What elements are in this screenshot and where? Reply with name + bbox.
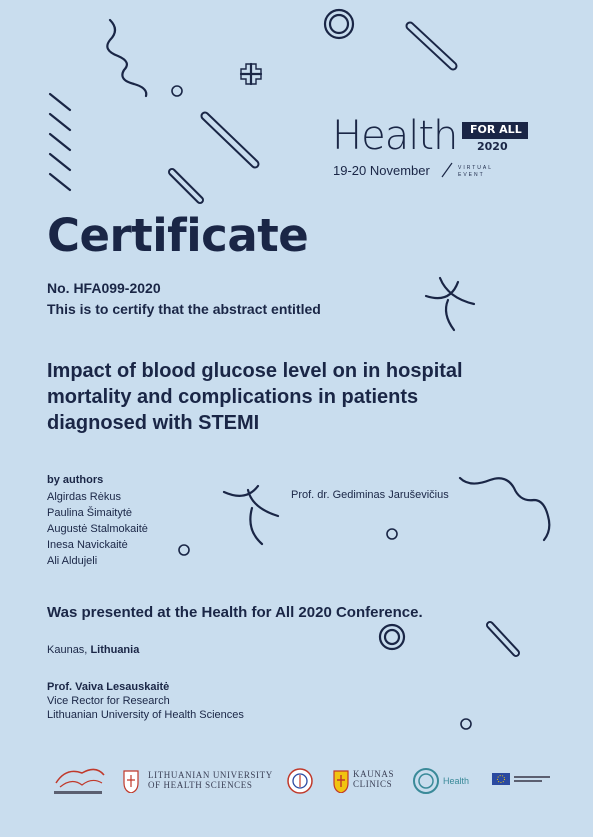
cross-curve-mid-b bbox=[248, 490, 278, 516]
slash-icon bbox=[440, 162, 454, 178]
ring-bottom-inner bbox=[385, 630, 399, 644]
brand-tag: FOR ALL bbox=[462, 122, 528, 139]
author-item: Ali Aldujeli bbox=[47, 555, 98, 567]
place-country: Lithuania bbox=[90, 644, 140, 656]
lsu-line1: LITHUANIAN UNIVERSITY bbox=[148, 770, 273, 780]
eit-health-label: Health bbox=[443, 776, 470, 786]
certificate-number: No. HFA099-2020 bbox=[47, 280, 161, 296]
lsu-logo-text bbox=[148, 770, 273, 790]
cross-curve-mid-c bbox=[250, 508, 262, 544]
dot-circle-2 bbox=[387, 529, 397, 539]
brand-event bbox=[458, 165, 498, 179]
cross-curve-mid-a bbox=[224, 486, 258, 496]
pill-diagonal-mid-inner bbox=[205, 116, 255, 164]
presentation-statement: Was presented at the Health for All 2020 Conference. bbox=[47, 604, 423, 621]
page-title: Certificate bbox=[47, 209, 309, 262]
author-item: Augustė Stalmokaitė bbox=[47, 523, 148, 535]
kaunas-clinics-text bbox=[353, 769, 394, 789]
kaunas-clinics-crest-icon bbox=[332, 769, 350, 793]
brand-year: 2020 bbox=[477, 140, 508, 153]
author-item: Paulina Šimaitytė bbox=[47, 507, 132, 519]
health-for-all-logo bbox=[332, 114, 532, 184]
pill-diagonal-small-inner bbox=[172, 172, 200, 200]
dot-circle-4 bbox=[461, 719, 471, 729]
stripe-5 bbox=[50, 174, 70, 190]
brand-event-line1: VIRTUAL bbox=[458, 165, 494, 171]
eit-health-icon bbox=[412, 767, 440, 795]
authors-list bbox=[47, 489, 148, 569]
brand-event-line2: EVENT bbox=[458, 172, 485, 178]
abstract-title: Impact of blood glucose level on in hospital mortality and complications in patients diagnosed with STEMI bbox=[47, 360, 463, 434]
stripe-4 bbox=[50, 154, 70, 170]
lsu-line2: OF HEALTH SCIENCES bbox=[148, 780, 253, 790]
certify-statement: This is to certify that the abstract entitled bbox=[47, 301, 321, 317]
place bbox=[47, 644, 139, 656]
plus-icon bbox=[241, 64, 261, 84]
signatory-name: Prof. Vaiva Lesauskaitė bbox=[47, 681, 170, 693]
brand-dates: 19-20 November bbox=[333, 163, 430, 178]
signatory-institution: Lithuanian University of Health Sciences bbox=[47, 709, 244, 721]
supervisor-name: Prof. dr. Gediminas Jaruševičius bbox=[291, 489, 449, 501]
signatory bbox=[47, 680, 244, 722]
brand-word: Health bbox=[332, 113, 458, 159]
cross-curve-c bbox=[446, 300, 454, 330]
stripe-2 bbox=[50, 114, 70, 130]
lsu-crest-icon bbox=[122, 769, 140, 793]
wave-right bbox=[460, 478, 549, 540]
kk-line1: KAUNAS bbox=[353, 769, 395, 779]
squiggle-top bbox=[107, 20, 146, 96]
place-city: Kaunas, bbox=[47, 644, 88, 656]
dot-circle-3 bbox=[179, 545, 189, 555]
pill-diagonal-bottom-inner bbox=[490, 625, 516, 653]
stripe-3 bbox=[50, 134, 70, 150]
authors-heading: by authors bbox=[47, 474, 104, 486]
pill-diagonal-right-inner bbox=[410, 26, 453, 66]
dot-circle-1 bbox=[172, 86, 182, 96]
medical-seal-icon bbox=[286, 767, 314, 795]
signatory-role: Vice Rector for Research bbox=[47, 695, 170, 707]
eu-flag-icon bbox=[492, 773, 552, 787]
footer-logos bbox=[50, 763, 570, 803]
stripe-1 bbox=[50, 94, 70, 110]
author-item: Algirdas Rėkus bbox=[47, 491, 121, 503]
ring-top-right-inner bbox=[330, 15, 348, 33]
kk-line2: CLINICS bbox=[353, 779, 393, 789]
ring-bottom bbox=[380, 625, 404, 649]
student-society-logo bbox=[50, 765, 106, 797]
author-item: Inesa Navickaitė bbox=[47, 539, 128, 551]
